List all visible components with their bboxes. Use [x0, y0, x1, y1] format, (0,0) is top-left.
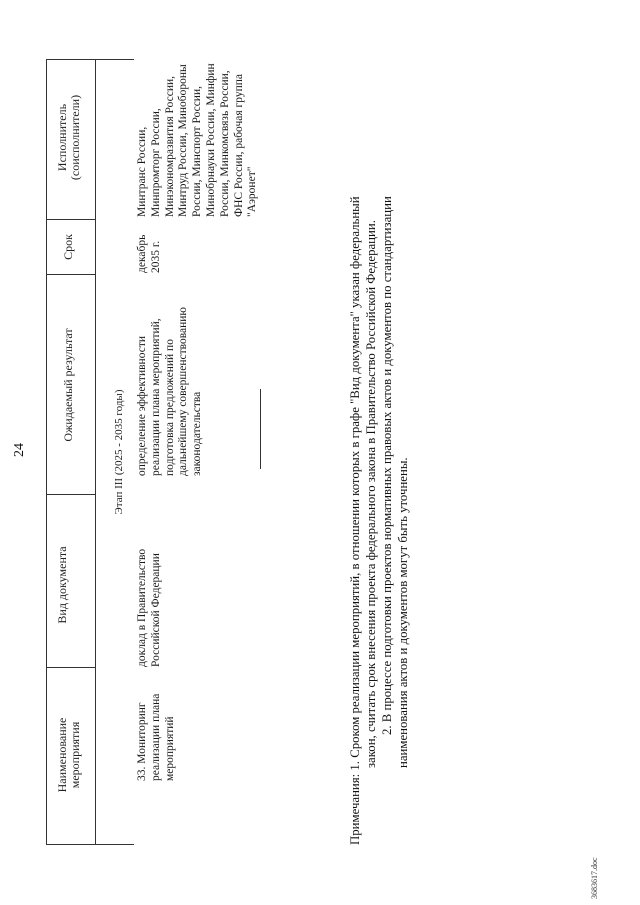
table-cell-name: 33. Мониторинг реализации плана мероприятий	[136, 693, 176, 781]
header-name: Наименование мероприятия	[55, 717, 82, 793]
table-column-divider	[46, 219, 95, 220]
table-column-divider	[46, 59, 134, 60]
note-line-2: закон, считать срок внесения проекта федерального закона в Правительство Российской Федерации.	[364, 220, 378, 768]
note-line-1: Примечания: 1. Сроком реализации мероприятий, в отношении которых в графе "Вид документа" указан федеральный	[348, 196, 362, 845]
stage-label: Этап III (2025 - 2035 годы)	[113, 389, 125, 515]
table-cell-term: декабрь 2035 г.	[136, 234, 162, 273]
table-column-divider	[46, 274, 95, 275]
table-cell-executor: Минтранс России, Минпромторг России, Минэкономразвития России, Минтруд России, Минобороны России, Минспорт России, Минобрнауки России, Минфин России, Минкомсвязь России, ФНС России, рабочая группа "Аэронет"	[136, 63, 259, 217]
separator-line	[260, 389, 261, 469]
header-executor: Исполнитель (соисполнители)	[55, 94, 82, 181]
header-term: Срок	[61, 234, 75, 260]
table-header-border	[95, 60, 96, 845]
notes-block	[347, 55, 411, 845]
table-top-border	[46, 60, 47, 845]
table-cell-result: определение эффективности реализации плана мероприятий, подготовка предложений по дальнейшему совершенствованию законодательства	[136, 306, 204, 476]
header-doc-type: Вид документа	[55, 546, 69, 624]
file-reference: 3683617.doc	[590, 857, 599, 899]
table-column-divider	[46, 494, 95, 495]
note-line-4: наименования актов и документов могут быть уточнены.	[396, 457, 410, 768]
header-result: Ожидаемый результат	[61, 328, 75, 442]
table-cell-doc-type: доклад в Правительство Российской Федерации	[136, 548, 162, 667]
page-number: 24	[12, 443, 27, 457]
table-column-divider	[46, 667, 95, 668]
table-column-divider	[46, 844, 134, 845]
note-line-3: 2. В процессе подготовки проектов нормативных правовых актов и документов по стандартизации	[380, 196, 394, 735]
